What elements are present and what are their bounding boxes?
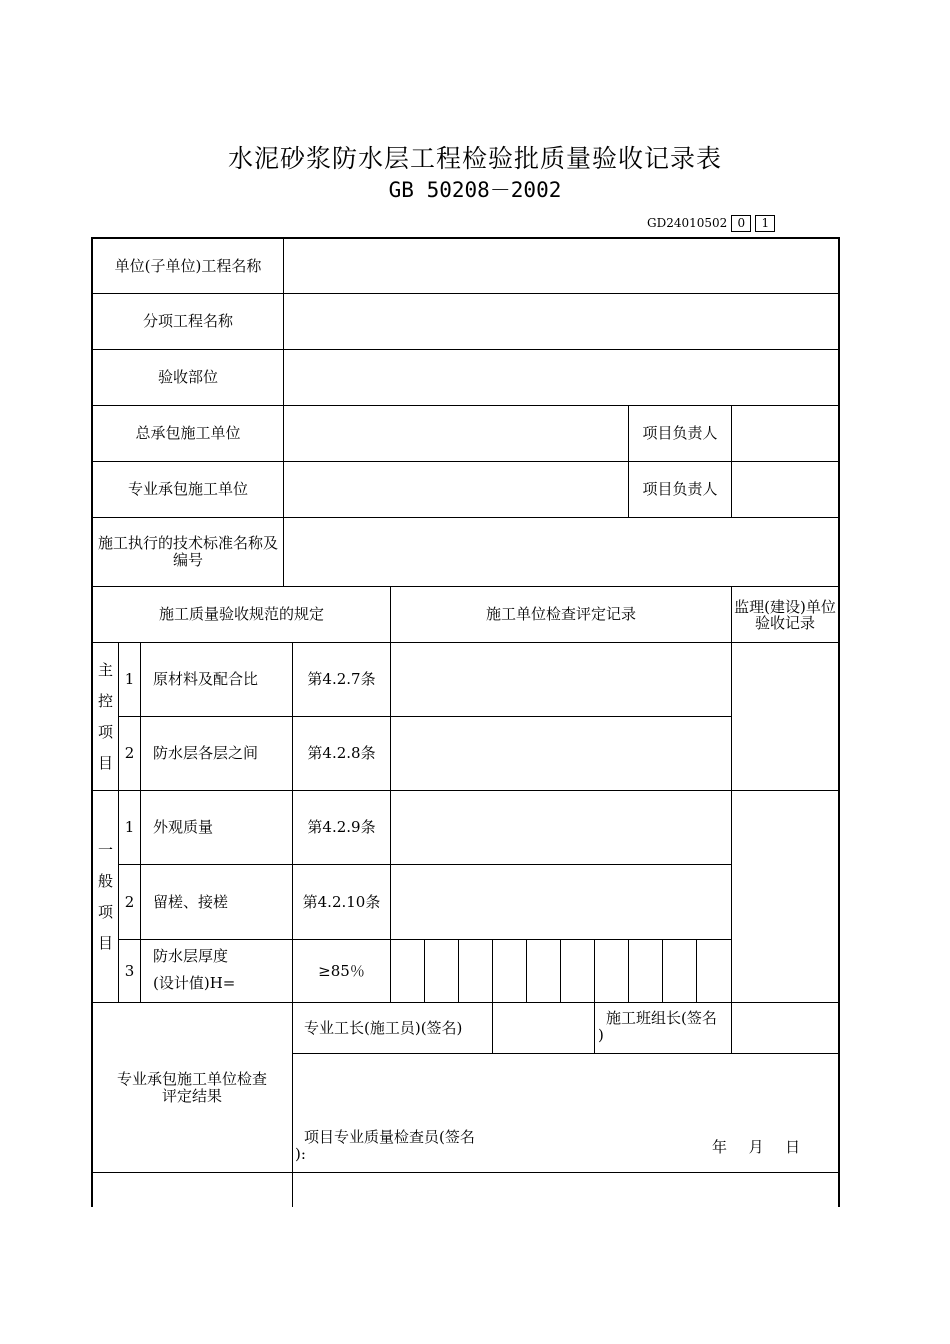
sub-project-name-label: 分项工程名称 [142,312,233,330]
general-item-1-clause: 第4.2.9条 [307,818,376,836]
sub-project-name-value[interactable] [284,294,838,349]
project-manager-label-1: 项目负责人 [642,424,718,442]
main-control-label [93,652,118,782]
main-item-1-record[interactable] [391,643,731,716]
inspector-label [295,1129,535,1163]
project-manager-value-2[interactable] [732,462,838,517]
general-item-3-clause: ≥85％ [318,961,365,980]
general-item-1-name: 外观质量 [153,818,214,836]
general-supervision[interactable] [732,791,838,1002]
specialty-contractor-value[interactable] [284,462,628,517]
team-leader-signature[interactable] [732,1003,838,1053]
main-control-char-4: 目 [97,754,113,772]
next-row-value[interactable] [293,1173,838,1207]
main-item-2-record[interactable] [391,717,731,790]
foreman-label: 专业工长(施工员)(签名) [304,1018,463,1037]
next-row-label [93,1173,292,1207]
main-control-char-1: 主 [97,661,113,679]
main-item-2-no: 2 [124,744,135,762]
specialty-contractor-label: 专业承包施工单位 [127,480,248,498]
general-item-2-clause: 第4.2.10条 [302,892,381,911]
foreman-signature[interactable] [493,1003,594,1053]
general-char-1: 一 [97,841,113,859]
project-manager-label-2: 项目负责人 [642,480,718,498]
general-item-1-no: 1 [124,818,135,836]
main-item-2-clause: 第4.2.8条 [307,744,376,762]
general-contractor-value[interactable] [284,406,628,461]
general-item-2-name: 留槎、接槎 [153,892,229,911]
page-title: 水泥砂浆防水层工程检验批质量验收记录表 [227,144,722,173]
tech-standard-label: 施工执行的技术标准名称及编号 [97,534,278,569]
supervision-column-header: 监理(建设)单位验收记录 [734,597,836,632]
date-day: 日 [785,1138,801,1156]
unit-project-name-value[interactable] [284,239,838,293]
general-item-3-name [153,943,292,997]
general-char-2: 般 [97,872,113,890]
record-column-header: 施工单位检查评定记录 [485,605,636,623]
form-code-prefix: GD24010502 [647,216,728,230]
general-char-3: 项 [97,903,113,921]
team-leader-label-line2: ) [598,1026,604,1044]
form-code [647,214,775,232]
form-code-box-1: 0 [731,215,751,232]
date-label [712,1137,800,1157]
date-year: 年 [712,1138,728,1156]
inspector-label-line1: 项目专业质量检查员(签名 [304,1128,475,1146]
standard-code: GB 50208－2002 [388,178,562,202]
main-control-char-3: 项 [97,723,113,741]
main-item-1-name: 原材料及配合比 [153,670,259,688]
general-label [93,832,118,962]
date-month: 月 [748,1138,764,1156]
main-control-supervision[interactable] [732,643,838,790]
acceptance-part-value[interactable] [284,350,838,405]
result-label: 专业承包施工单位检查评定结果 [116,1069,267,1105]
general-contractor-label: 总承包施工单位 [135,424,241,442]
tech-standard-value[interactable] [284,518,838,586]
general-item-2-record[interactable] [391,865,731,939]
spec-column-header: 施工质量验收规范的规定 [158,605,324,623]
acceptance-part-label: 验收部位 [157,368,218,386]
team-leader-label-line1: 施工班组长(签名 [606,1009,717,1027]
inspector-label-line2: ): [295,1145,306,1163]
general-item-3-name-line2: (设计值)H= [153,974,236,992]
general-char-4: 目 [97,934,113,952]
general-item-3-name-line1: 防水层厚度 [153,947,229,965]
main-item-1-no: 1 [124,670,135,688]
form-code-box-2: 1 [755,215,775,232]
team-leader-label [598,1010,730,1044]
main-control-char-2: 控 [97,692,113,710]
general-item-1-record[interactable] [391,791,731,864]
general-item-3-no: 3 [124,961,135,980]
main-item-1-clause: 第4.2.7条 [307,670,376,688]
unit-project-name-label: 单位(子单位)工程名称 [114,256,262,275]
general-item-2-no: 2 [124,892,135,911]
main-item-2-name: 防水层各层之间 [153,744,259,762]
project-manager-value-1[interactable] [732,406,838,461]
